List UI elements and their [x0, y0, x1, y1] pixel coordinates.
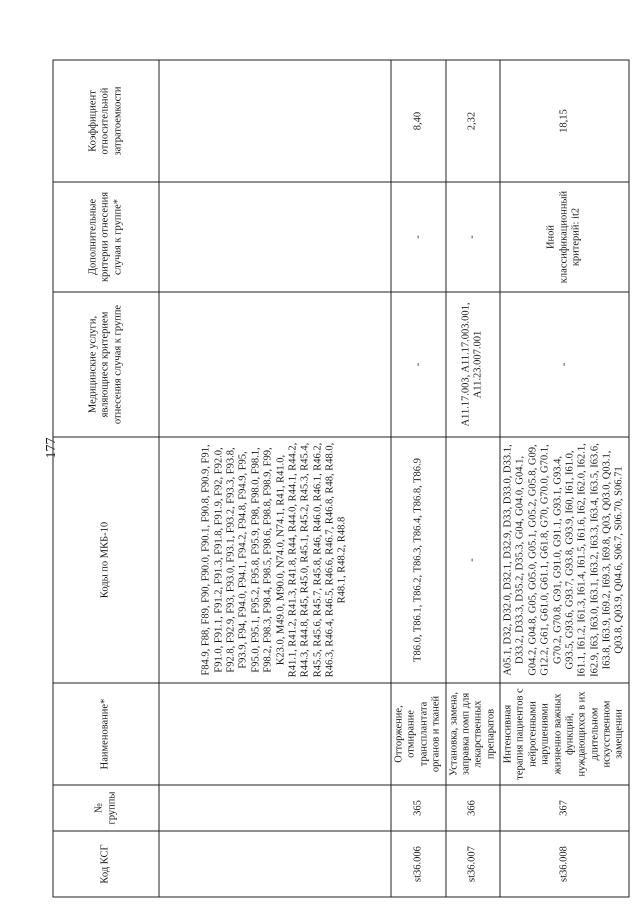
- table-row: [159, 60, 391, 897]
- header-group-no: № группы: [53, 785, 159, 831]
- header-name: Наименование*: [53, 683, 159, 785]
- cell-name: [159, 683, 391, 785]
- cell-coef: 18,15: [500, 60, 629, 182]
- header-mkb-codes: Коды по МКБ-10: [53, 437, 159, 683]
- cell-services: -: [391, 292, 446, 437]
- cell-coef: [159, 60, 391, 182]
- cell-mkb-codes: -: [445, 437, 500, 683]
- header-coef: Коэффициент относительной затратоемкости: [53, 60, 159, 182]
- ksg-table-sheet: [52, 61, 625, 898]
- cell-mkb-codes: A05.1, D32, D32.0, D32.1, D32.9, D33, D33.0, D33.1, D33.2, D33.3, D35.2, D35.3, G04, G04.0, G04.1, G04.2, G04.8, G05, G05.0, G05.1, G05.2, G05.8, G09, G12.2, G61, G61.0, G61.1, G61.8, G70, G70.0, G70.1, G70.2, G70.8, G91, G91.0, G91.1, G93.1, G93.4, G93.5, G93.6, G93.7, G93.8, G93.9, I60, I61, I61.0, I61.1, I61.2, I61.3, I61.4, I61.5, I61.6, I62, I62.0, I62.1, I62.9, I63, I63.0, I63.1, I63.2, I63.3, I63.4, I63.5, I63.6, I63.8, I63.9, I69.2, I69.3, I69.8, Q03, Q03.0, Q03.1, Q03.8, Q03.9, Q04.6, S06.7, S06.70, S06.71: [500, 437, 629, 683]
- cell-criteria: [159, 182, 391, 292]
- cell-name: Установка, замена, заправка помп для лекарственных препаратов: [445, 683, 500, 785]
- table-header-row: [53, 60, 159, 897]
- cell-mkb-codes: F84.9, F88, F89, F90, F90.0, F90.1, F90.8, F90.9, F91, F91.0, F91.1, F91.2, F91.3, F91.8, F91.9, F92, F92.0, F92.8, F92.9, F93, F93.0, F93.1, F93.2, F93.3, F93.8, F93.9, F94, F94.0, F94.1, F94.2, F94.8, F94.9, F95, F95.0, F95.1, F95.2, F95.8, F95.9, F98, F98.0, F98.1, F98.2, F98.3, F98.4, F98.5, F98.6, F98.8, F98.9, F99, K23.0, M49.0, M90.0, N74.0, N74.1, R41, R41.0, R41.1, R41.2, R41.3, R41.8, R44, R44.0, R44.1, R44.2, R44.3, R44.8, R45, R45.0, R45.1, R45.2, R45.3, R45.4, R45.5, R45.6, R45.7, R45.8, R46, R46.0, R46.1, R46.2, R46.3, R46.4, R46.5, R46.6, R46.7, R46.8, R48, R48.0, R48.1, R48.2, R48.8: [159, 437, 391, 683]
- cell-services: -: [500, 292, 629, 437]
- header-criteria: Дополнительные критерии отнесения случая к группе*: [53, 182, 159, 292]
- cell-criteria: -: [445, 182, 500, 292]
- page-number: 177: [44, 437, 59, 459]
- cell-group-no: 367: [500, 785, 629, 831]
- cell-mkb-codes: T86.0, T86.1, T86.2, T86.3, T86.4, T86.8, T86.9: [391, 437, 446, 683]
- cell-criteria: -: [391, 182, 446, 292]
- cell-group-no: 366: [445, 785, 500, 831]
- ksg-table: [52, 60, 629, 898]
- table-row: [500, 60, 629, 897]
- cell-criteria: Иной классификационный критерий: it2: [500, 182, 629, 292]
- cell-ksg-code: st36.007: [445, 831, 500, 897]
- cell-coef: 2,32: [445, 60, 500, 182]
- header-ksg-code: Код КСГ: [53, 831, 159, 897]
- cell-ksg-code: st36.006: [391, 831, 446, 897]
- cell-name: Интенсивная терапия пациентов с нейрогенными нарушениями жизненно важных функций, нуждающихся в их длительном искусственном замещении: [500, 683, 629, 785]
- cell-group-no: 365: [391, 785, 446, 831]
- cell-coef: 8,40: [391, 60, 446, 182]
- table-row: [445, 60, 500, 897]
- cell-name: Отторжение, отмирание трансплантата органов и тканей: [391, 683, 446, 785]
- cell-ksg-code: st36.008: [500, 831, 629, 897]
- cell-group-no: [159, 785, 391, 831]
- table-row: [391, 60, 446, 897]
- cell-services: [159, 292, 391, 437]
- cell-services: A11.17.003, A11.17.003.001, A11.23.007.001: [445, 292, 500, 437]
- cell-ksg-code: [159, 831, 391, 897]
- header-services: Медицинские услуги, являющиеся критерием отнесения случая к группе: [53, 292, 159, 437]
